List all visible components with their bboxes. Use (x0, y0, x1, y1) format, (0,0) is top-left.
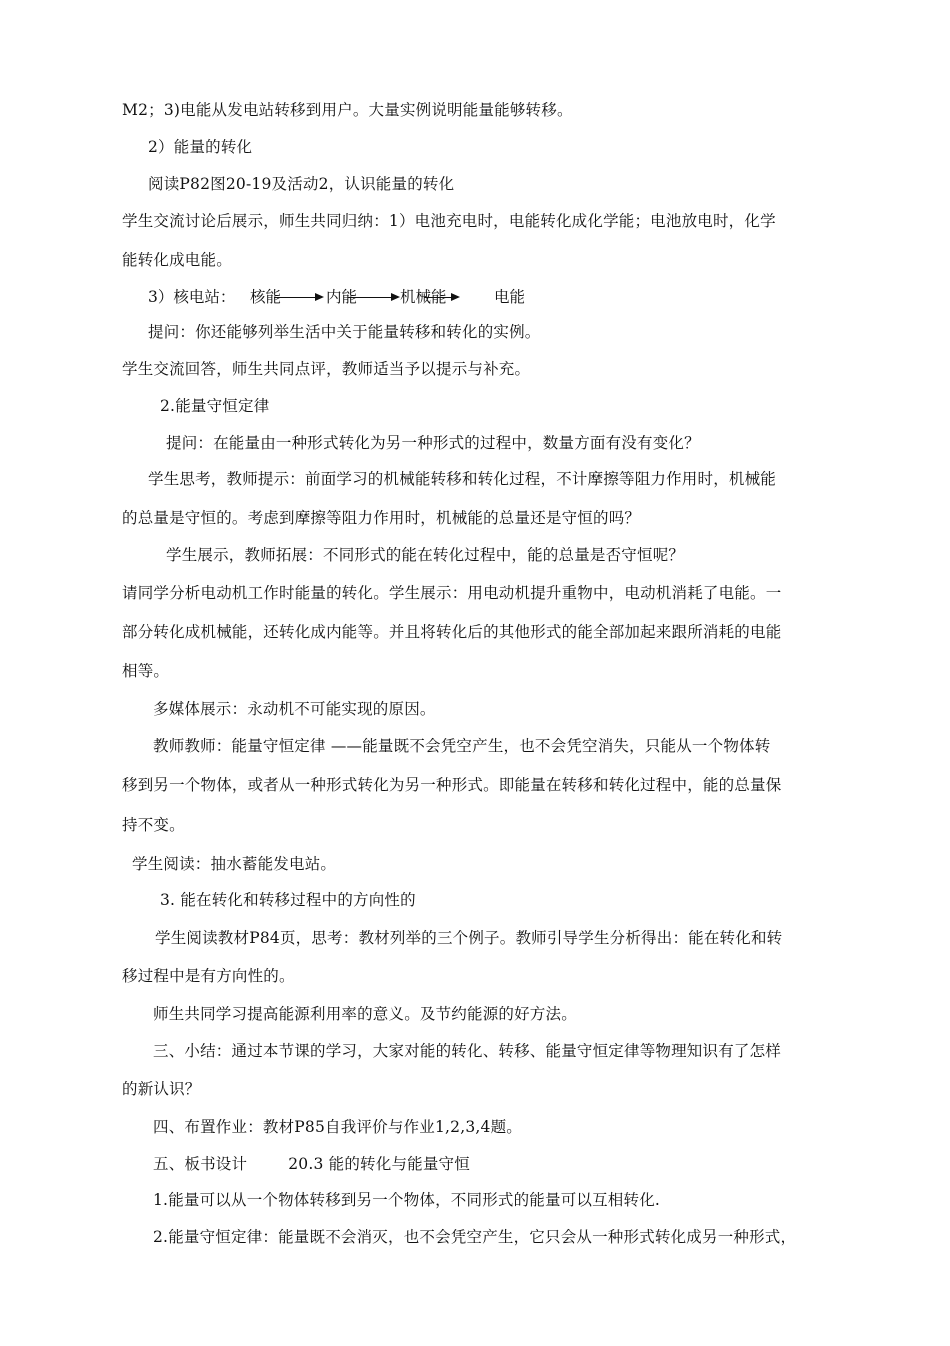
text-line: 2.能量守恒定律：能量既不会消灭，也不会凭空产生，它只会从一种形式转化成另一种形式， (153, 1228, 797, 1246)
text-line: 三、小结：通过本节课的学习，大家对能的转化、转移、能量守恒定律等物理知识有了怎样 (153, 1042, 782, 1060)
text-line: 阅读P82图20-19及活动2，认识能量的转化 (148, 175, 455, 193)
arrow-right-icon (424, 297, 458, 298)
text-line: 学生阅读：抽水蓄能发电站。 (132, 855, 337, 873)
text-line: 能转化成电能。 (122, 251, 232, 269)
flow-step: 电能 (494, 288, 526, 306)
section-heading: 3. 能在转化和转移过程中的方向性的 (160, 891, 416, 909)
text-line: 师生共同学习提高能源利用率的意义。及节约能源的好方法。 (153, 1005, 577, 1023)
section-heading: 2.能量守恒定律 (160, 397, 270, 415)
board-design-heading: 五、板书设计 20.3 能的转化与能量守恒 (153, 1155, 470, 1173)
text-line: 教师教师：能量守恒定律 ——能量既不会凭空产生，也不会凭空消失，只能从一个物体转 (153, 737, 771, 755)
section-heading: 2）能量的转化 (148, 138, 253, 156)
text-line: 的新认识？ (122, 1080, 201, 1098)
arrow-right-icon (274, 297, 322, 298)
text-line: 四、布置作业：教材P85自我评价与作业1,2,3,4题。 (153, 1118, 522, 1136)
text-line: 提问：在能量由一种形式转化为另一种形式的过程中，数量方面有没有变化？ (166, 434, 700, 452)
text-line: 移到另一个物体，或者从一种形式转化为另一种形式。即能量在转移和转化过程中，能的总量保 (122, 776, 782, 794)
text-line: 请同学分析电动机工作时能量的转化。学生展示：用电动机提升重物中，电动机消耗了电能。一 (122, 584, 782, 602)
flow-step: 机械能 (400, 288, 447, 306)
flow-step: 内能 (326, 288, 358, 306)
text-line: 持不变。 (122, 816, 185, 834)
flow-prefix: 3）核电站： (148, 288, 236, 306)
text-line: 学生展示，教师拓展：不同形式的能在转化过程中，能的总量是否守恒呢？ (166, 546, 685, 564)
text-line: 的总量是守恒的。考虑到摩擦等阻力作用时，机械能的总量还是守恒的吗？ (122, 509, 641, 527)
text-line: 多媒体展示：永动机不可能实现的原因。 (153, 700, 436, 718)
text-line: 学生阅读教材P84页，思考：教材列举的三个例子。教师引导学生分析得出：能在转化和转 (155, 929, 783, 947)
text-line: 部分转化成机械能，还转化成内能等。并且将转化后的其他形式的能全部加起来跟所消耗的电能 (122, 623, 782, 641)
text-line: 学生交流回答，师生共同点评，教师适当予以提示与补充。 (122, 360, 531, 378)
text-line: 相等。 (122, 662, 170, 680)
text-line: 移过程中是有方向性的。 (122, 967, 295, 985)
flow-step: 核能 (250, 288, 282, 306)
text-line: 提问：你还能够列举生活中关于能量转移和转化的实例。 (148, 323, 541, 341)
text-line: 1.能量可以从一个物体转移到另一个物体，不同形式的能量可以互相转化. (153, 1191, 661, 1209)
text-line: M2；3)电能从发电站转移到用户。大量实例说明能量能够转移。 (122, 101, 573, 119)
text-line: 学生思考，教师提示：前面学习的机械能转移和转化过程，不计摩擦等阻力作用时，机械能 (148, 470, 777, 488)
arrow-right-icon (348, 297, 398, 298)
text-line: 学生交流讨论后展示，师生共同归纳：1）电池充电时，电能转化成化学能；电池放电时，化学 (122, 212, 776, 230)
